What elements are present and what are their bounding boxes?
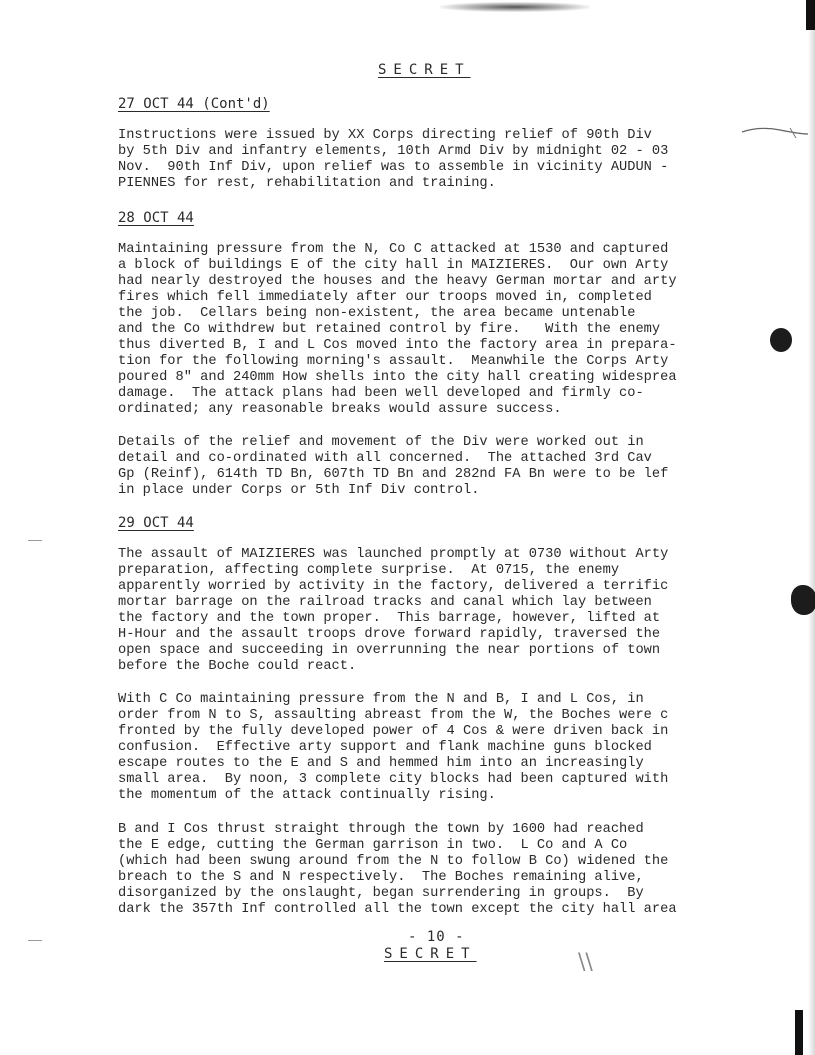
paragraph: With C Co maintaining pressure from the N and B, I and L Cos, in order from N to S, assaulting abreast from the W, the Boches were c fronted by the fully developed power of 4 Cos & were driven back in confusion. Effective arty support and flank machine guns blocked escape routes to the E and S and hemmed him into an increasingly small area. By noon, 3 complete city blocks had been captured with the momentum of the attack continually rising. (118, 692, 669, 803)
margin-dash (28, 940, 42, 941)
scan-edge-right (808, 0, 815, 1055)
scan-bar-top (806, 0, 815, 30)
scan-bar-bottom (795, 1010, 803, 1055)
section-date: 29 OCT 44 (118, 515, 194, 531)
paragraph: Instructions were issued by XX Corps directing relief of 90th Div by 5th Div and infantry elements, 10th Armd Div by midnight 02 - 03 Nov. 90th Inf Div, upon relief was to assemble in vicinity AUDUN - PIENNES for rest, rehabilitation and training. (118, 128, 669, 191)
hole-punch-mark-lower (791, 585, 815, 615)
page-number: - 10 - (408, 929, 465, 945)
paragraph: Details of the relief and movement of the Div were worked out in detail and co-ordinated with all concerned. The attached 3rd Cav Gp (Reinf), 614th TD Bn, 607th TD Bn and 282nd FA Bn were to be lef in place under Corps or 5th Inf Div control. (118, 435, 669, 498)
classification-footer: SECRET (384, 946, 477, 962)
margin-dash (28, 540, 42, 541)
paragraph: B and I Cos thrust straight through the town by 1600 had reached the E edge, cutting the German garrison in two. L Co and A Co (which had been swung around from the N to follow B Co) widened the breach to the S and N respectively. The Boches remaining alive, disorganized by the onslaught, began surrendering in groups. By dark the 357th Inf controlled all the town except the city hall area (118, 822, 677, 917)
classification-header: SECRET (378, 62, 471, 78)
handwritten-mark: \\ (578, 950, 593, 975)
paragraph: Maintaining pressure from the N, Co C attacked at 1530 and captured a block of buildings E of the city hall in MAIZIERES. Our own Arty had nearly destroyed the houses and the heavy German mortar and arty fires which fell immediately after our troops moved in, completed the job. Cellars being non-existent, the area became untenable and the Co withdrew but retained control by fire. With the enemy thus diverted B, I and L Cos moved into the factory area in prepara- tion for the following morning's assault. Meanwhile the Corps Arty poured 8" and 240mm How shells into the city hall creating widesprea damage. The attack plans had been well developed and firmly co- ordinated; any reasonable breaks would assure success. (118, 242, 677, 417)
scan-artifact-top (440, 2, 590, 12)
section-date: 28 OCT 44 (118, 210, 194, 226)
paragraph: The assault of MAIZIERES was launched promptly at 0730 without Arty preparation, affecting complete surprise. At 0715, the enemy apparently worried by activity in the factory, delivered a terrific mortar barrage on the railroad tracks and canal which lay between the factory and the town proper. This barrage, however, lifted at H-Hour and the assault troops drove forward rapidly, traversed the open space and succeeding in overrunning the near portions of town before the Boche could react. (118, 547, 669, 674)
section-date: 27 OCT 44 (Cont'd) (118, 96, 270, 112)
